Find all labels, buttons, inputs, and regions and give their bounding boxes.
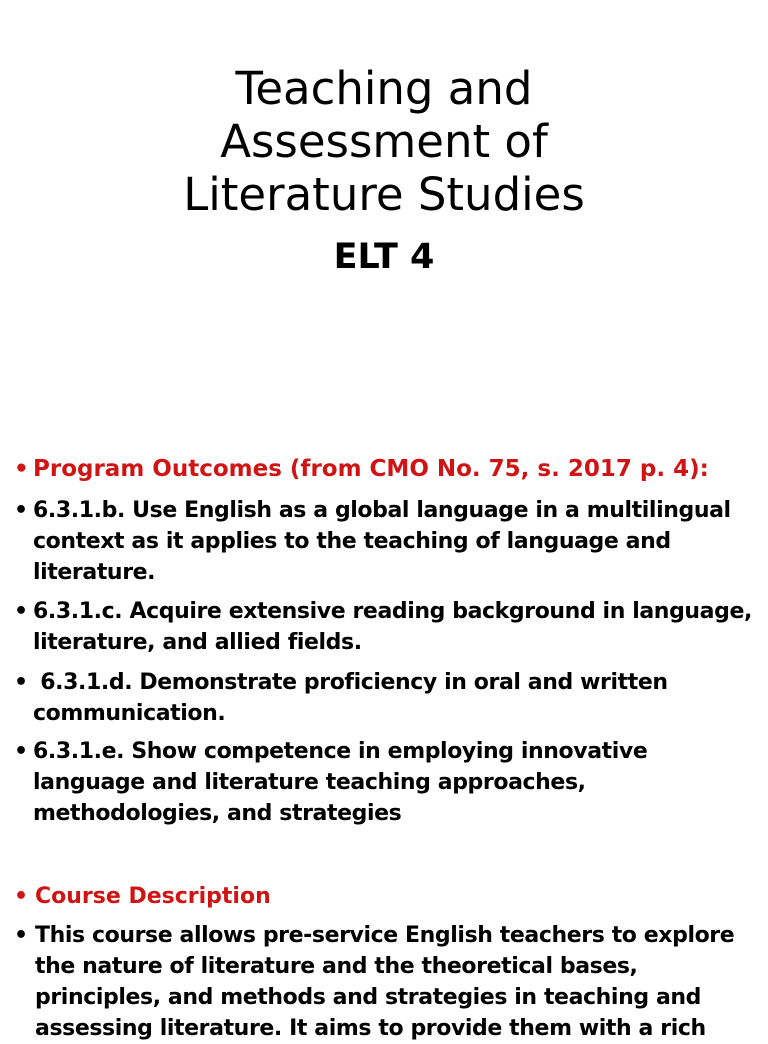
title-line: Assessment of bbox=[220, 115, 548, 168]
course-code: ELT 4 bbox=[333, 237, 435, 277]
heading-text: Course Description bbox=[35, 884, 271, 909]
description-line: assessing literature. It aims to provide them with a rich bbox=[35, 1016, 706, 1041]
outcome-line: context as it applies to the teaching of language and bbox=[33, 529, 671, 554]
bullet-icon: • bbox=[14, 599, 28, 624]
description-line: the nature of literature and the theoretical bases, bbox=[35, 954, 638, 979]
description-line: This course allows pre-service English teachers to explore bbox=[35, 923, 735, 948]
bullet-icon: • bbox=[14, 739, 28, 764]
slide-title bbox=[0, 62, 768, 221]
outcome-line: communication. bbox=[33, 701, 226, 726]
outcome-line: literature. bbox=[33, 560, 156, 585]
bullet-icon: • bbox=[14, 498, 28, 523]
bullet-icon: • bbox=[14, 923, 28, 948]
bullet-icon: • bbox=[14, 456, 29, 482]
heading-text: Program Outcomes (from CMO No. 75, s. 2017 p. 4): bbox=[33, 456, 709, 482]
bullet-icon: • bbox=[14, 670, 28, 695]
title-line: Literature Studies bbox=[183, 168, 585, 221]
outcome-line: language and literature teaching approaches, bbox=[33, 770, 586, 795]
description-line: principles, and methods and strategies in teaching and bbox=[35, 985, 701, 1010]
outcome-line: 6.3.1.d. Demonstrate proficiency in oral and written bbox=[33, 670, 668, 695]
outcome-line: 6.3.1.c. Acquire extensive reading background in language, bbox=[33, 599, 752, 624]
outcome-line: methodologies, and strategies bbox=[33, 801, 402, 826]
outcome-line: 6.3.1.b. Use English as a global language in a multilingual bbox=[33, 498, 731, 523]
bullet-icon: • bbox=[14, 884, 29, 909]
title-line: Teaching and bbox=[235, 62, 533, 115]
outcome-line: 6.3.1.e. Show competence in employing innovative bbox=[33, 739, 648, 764]
outcome-line: literature, and allied fields. bbox=[33, 630, 362, 655]
